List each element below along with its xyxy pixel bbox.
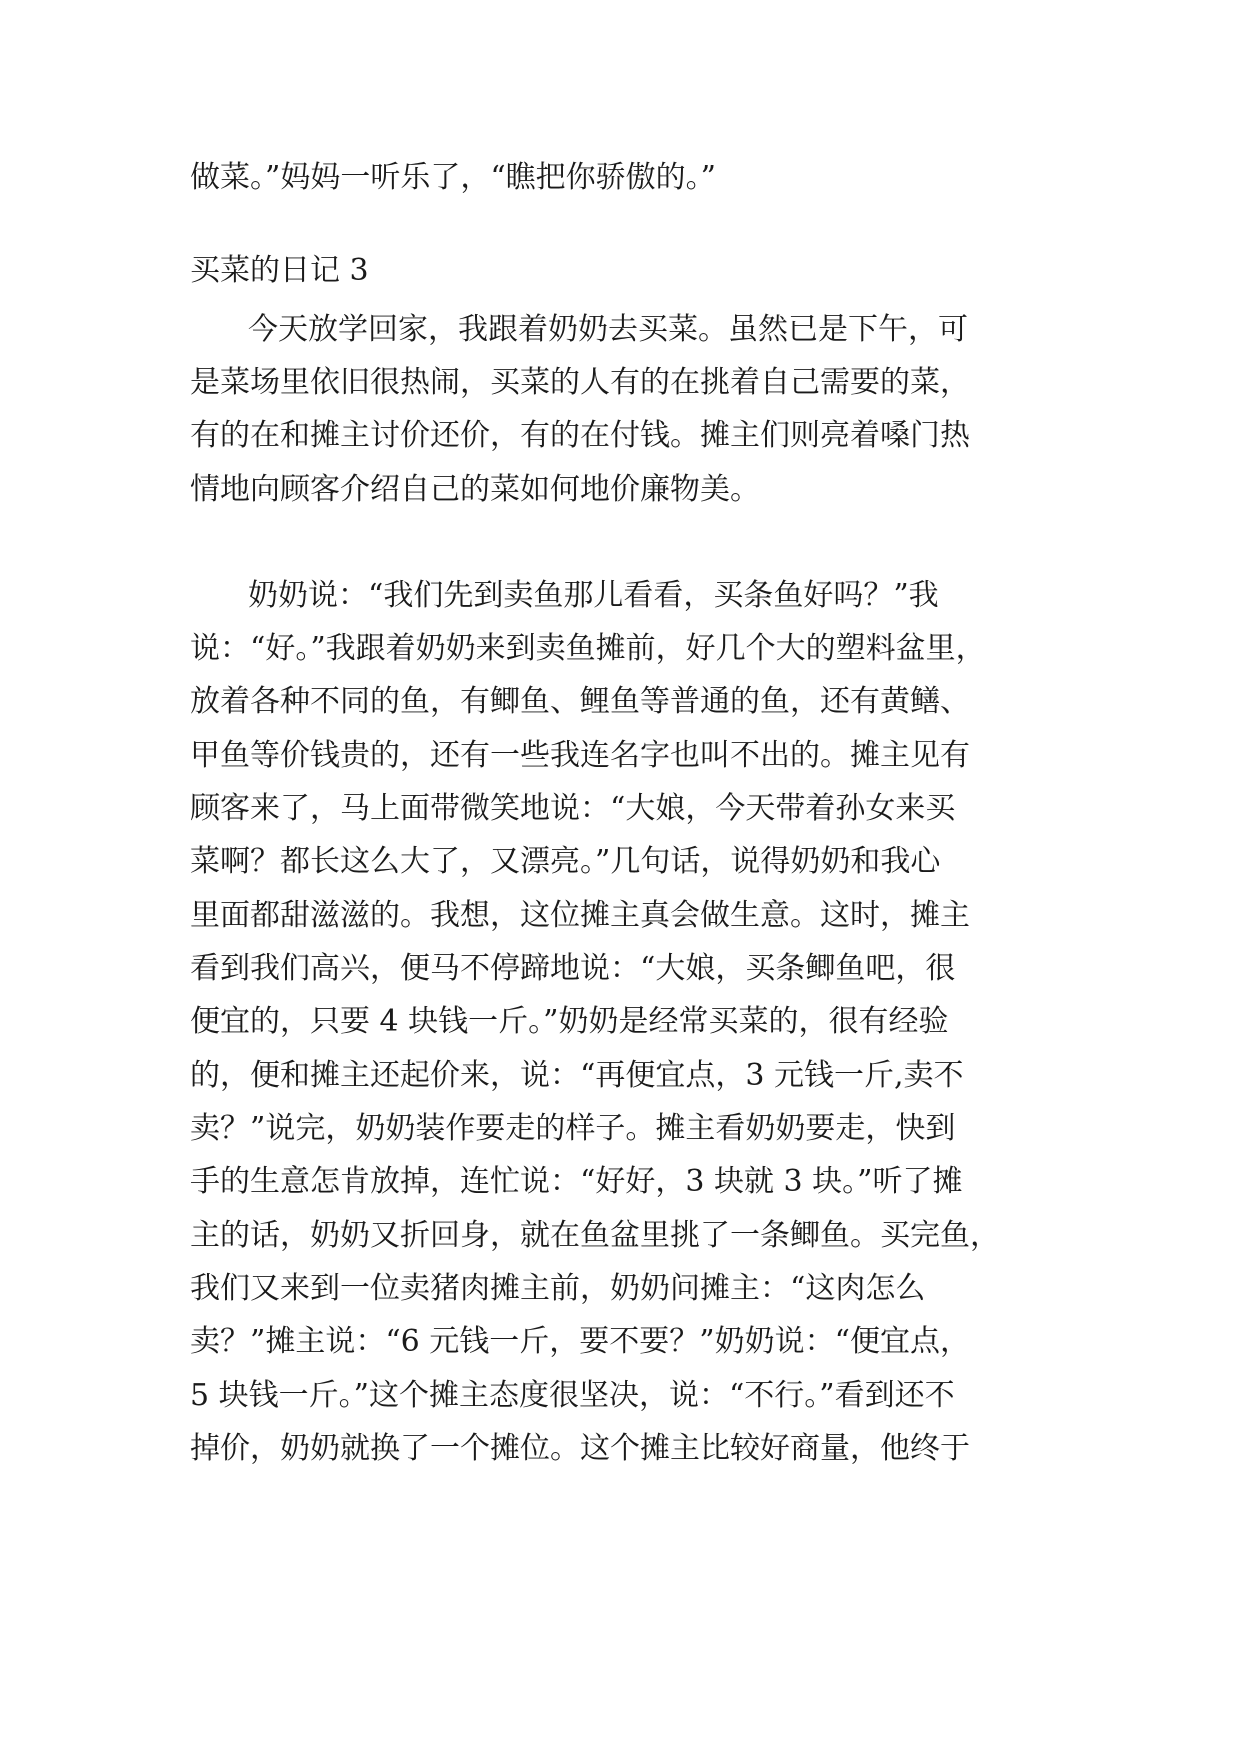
paragraph-line: 手的生意怎肯放掉，连忙说：“好好，3 块就 3 块。”听了摊 xyxy=(190,1164,963,1199)
paragraph-line: 卖？”说完，奶奶装作要走的样子。摊主看奶奶要走，快到 xyxy=(190,1111,956,1146)
paragraph-line: 放着各种不同的鱼，有鲫鱼、鲤鱼等普通的鱼，还有黄鳝、 xyxy=(190,684,970,719)
paragraph-line: 掉价，奶奶就换了一个摊位。这个摊主比较好商量，他终于 xyxy=(190,1431,970,1466)
paragraph-line: 今天放学回家，我跟着奶奶去买菜。虽然已是下午，可 xyxy=(248,312,968,347)
paragraph-line: 情地向顾客介绍自己的菜如何地价廉物美。 xyxy=(190,472,760,507)
paragraph-line: 甲鱼等价钱贵的，还有一些我连名字也叫不出的。摊主见有 xyxy=(190,738,970,773)
section-title: 买菜的日记 3 xyxy=(190,253,369,288)
paragraph-line: 是菜场里依旧很热闹，买菜的人有的在挑着自己需要的菜， xyxy=(190,365,970,400)
paragraph-line: 卖？”摊主说：“6 元钱一斤，要不要？”奶奶说：“便宜点， xyxy=(190,1324,970,1359)
paragraph-line: 5 块钱一斤。”这个摊主态度很坚决，说：“不行。”看到还不 xyxy=(190,1378,955,1413)
paragraph-line: 有的在和摊主讨价还价，有的在付钱。摊主们则亮着嗓门热 xyxy=(190,418,970,453)
paragraph-line: 的，便和摊主还起价来，说：“再便宜点，3 元钱一斤,卖不 xyxy=(190,1058,964,1093)
paragraph-line: 菜啊？都长这么大了，又漂亮。”几句话，说得奶奶和我心 xyxy=(190,844,941,879)
paragraph-line: 里面都甜滋滋的。我想，这位摊主真会做生意。这时，摊主 xyxy=(190,898,970,933)
paragraph-line: 顾客来了，马上面带微笑地说：“大娘，今天带着孙女来买 xyxy=(190,791,956,826)
intro-line: 做菜。”妈妈一听乐了，“瞧把你骄傲的。” xyxy=(190,160,717,195)
paragraph-line: 说：“好。”我跟着奶奶来到卖鱼摊前，好几个大的塑料盆里， xyxy=(190,631,986,666)
paragraph-line: 看到我们高兴，便马不停蹄地说：“大娘，买条鲫鱼吧，很 xyxy=(190,951,956,986)
paragraph-line: 我们又来到一位卖猪肉摊主前，奶奶问摊主：“这肉怎么 xyxy=(190,1271,926,1306)
paragraph-line: 奶奶说：“我们先到卖鱼那儿看看，买条鱼好吗？”我 xyxy=(248,578,939,613)
paragraph-line: 便宜的，只要 4 块钱一斤。”奶奶是经常买菜的，很有经验 xyxy=(190,1004,949,1039)
paragraph-line: 主的话，奶奶又折回身，就在鱼盆里挑了一条鲫鱼。买完鱼， xyxy=(190,1218,1000,1253)
